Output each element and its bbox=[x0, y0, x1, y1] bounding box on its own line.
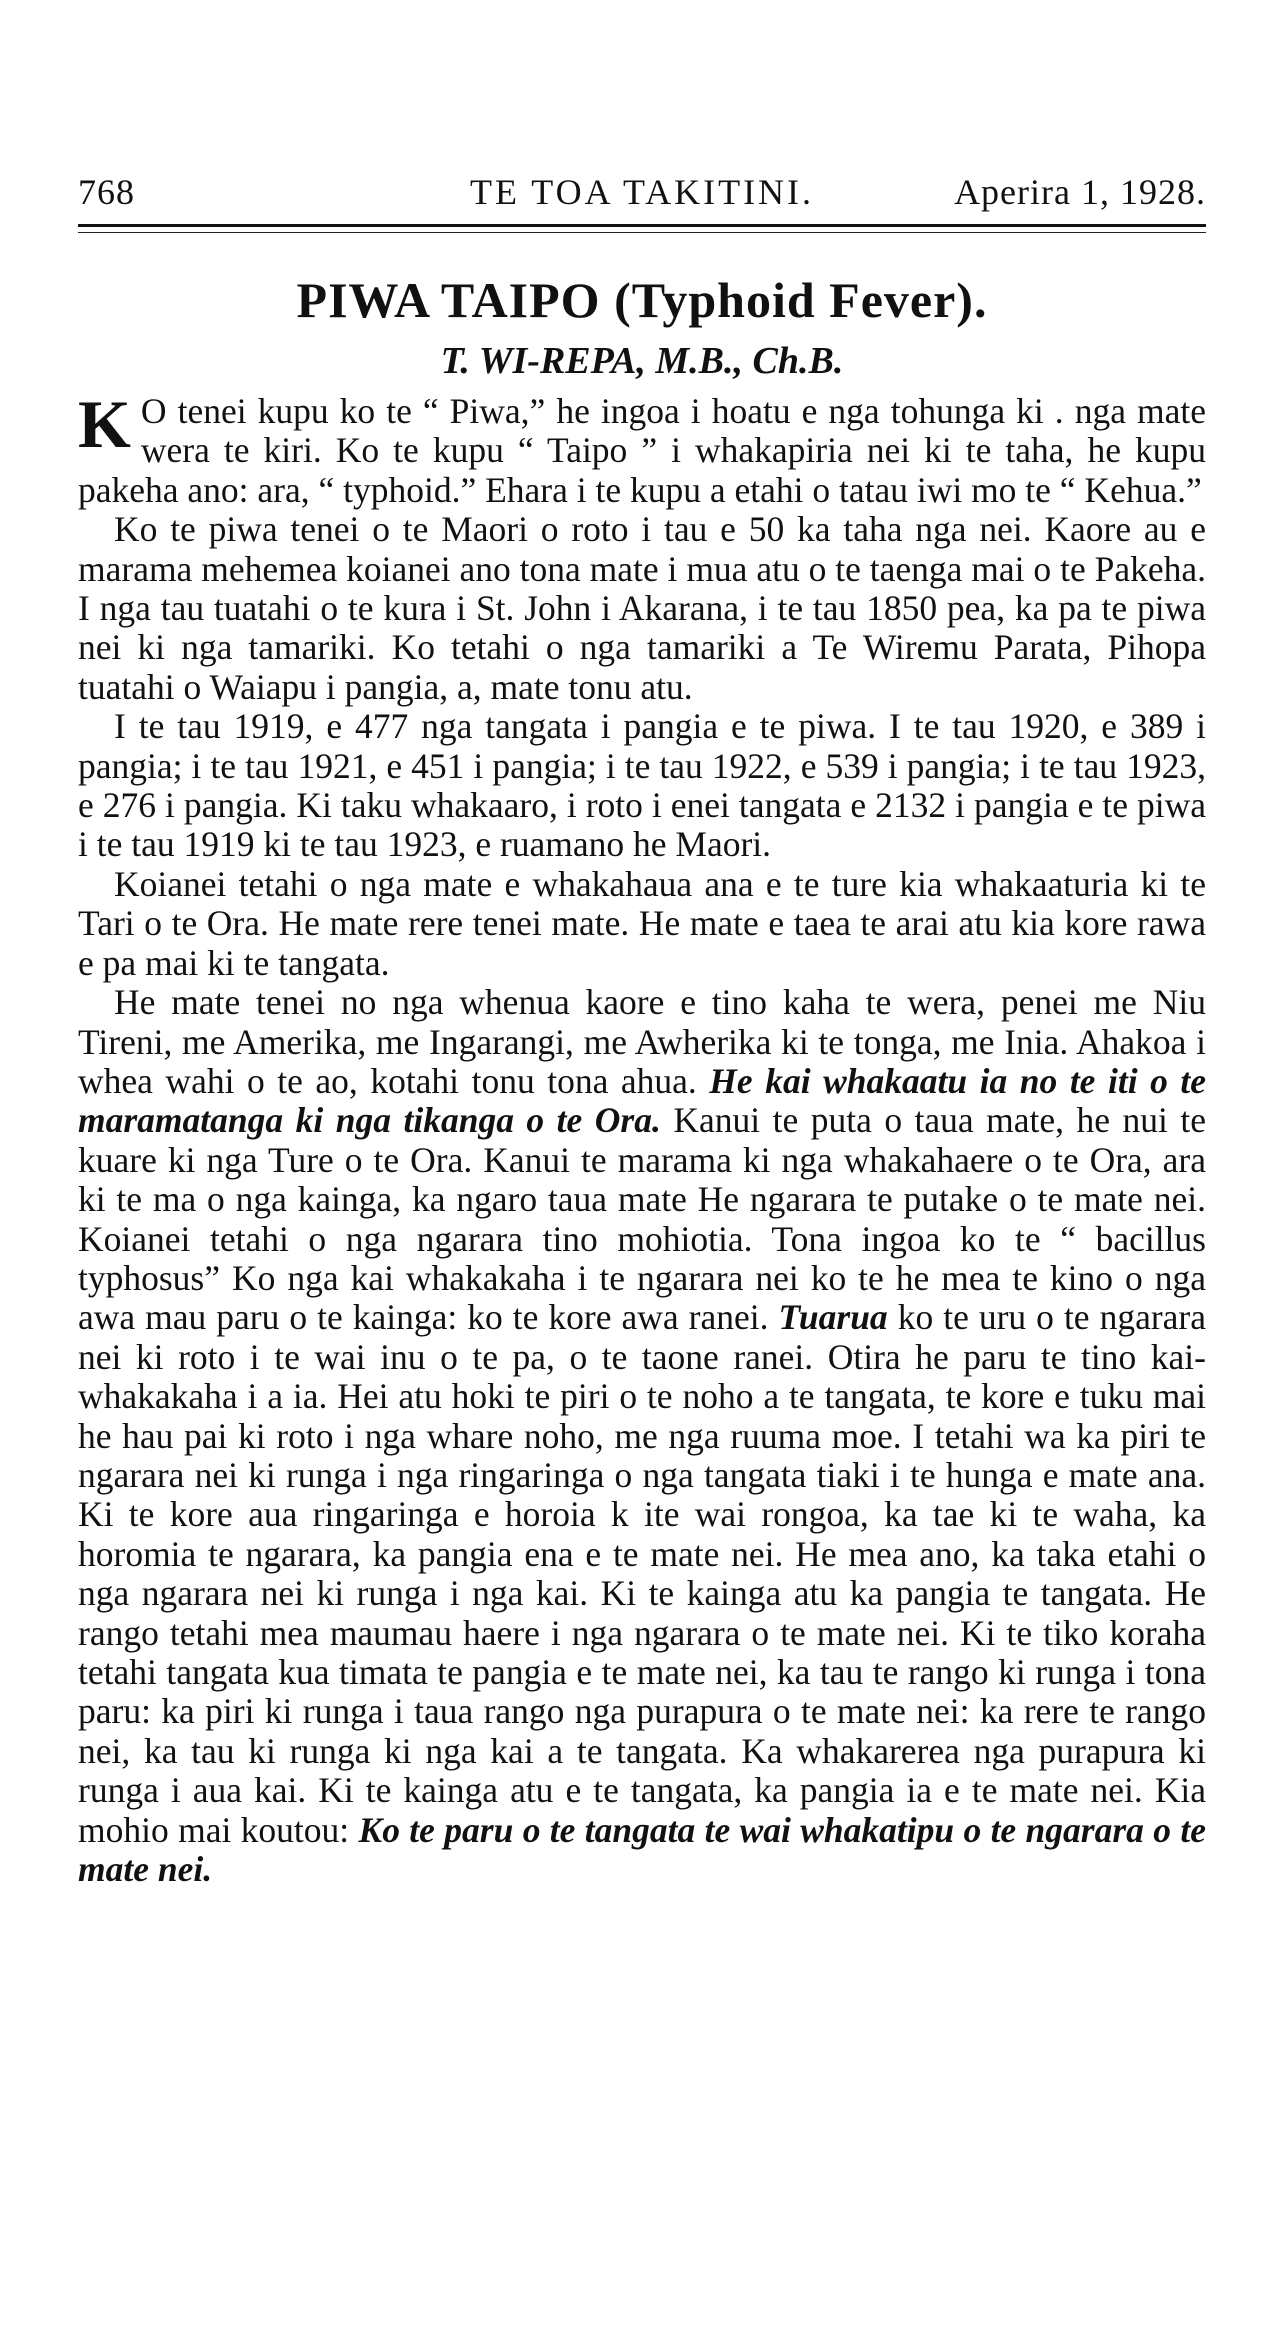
paragraph-5 bbox=[78, 983, 1206, 1889]
drop-cap: K bbox=[78, 386, 131, 462]
article-body bbox=[78, 386, 1206, 1890]
document-page bbox=[78, 0, 1206, 2345]
italic-emphasis-1: He kai whakaatu ia no te iti o te maramatanga ki nga tikanga o te Ora. bbox=[78, 1060, 1206, 1141]
paragraph-1-text: O tenei kupu ko te “ Piwa,” he ingoa i hoatu e nga tohunga ki . nga mate wera te kiri. Ko te kupu “ Taipo ” i whakapiria nei ki te taha, he kupu pakeha ano: ara, “ typhoid.” Ehara i te kupu a etahi o tatau iwi mo te “ Kehua.” bbox=[78, 391, 1206, 510]
paragraph-5-text-a: He mate tenei no nga whenua kaore e tino kaha te wera, penei me Niu Tireni, me Amerika, me Ingarangi, me Awherika ki te tonga, me Inia. Ahakoa i whea wahi o te ao, kotahi tonu tona ahua. bbox=[78, 982, 1206, 1101]
paragraph-1 bbox=[78, 386, 1206, 510]
article-title: PIWA TAIPO (Typhoid Fever). bbox=[296, 272, 988, 328]
italic-emphasis-3: Ko te paru o te tangata te wai whakatipu o te ngarara o te mate nei. bbox=[78, 1809, 1206, 1890]
italic-emphasis-2: Tuarua bbox=[778, 1297, 888, 1338]
issue-date: Aperira 1, 1928. bbox=[954, 172, 1206, 212]
page-number: 768 bbox=[78, 172, 135, 212]
paragraph-2: Ko te piwa tenei o te Maori o roto i tau e 50 ka taha nga nei. Kaore au e marama mehemea koianei ano tona mate i mua atu o te taenga mai o te Pakeha. I nga tau tuatahi o te kura i St. John i Akarana, i te tau 1850 pea, ka pa te piwa nei ki nga tamariki. Ko tetahi o nga tamariki a Te Wiremu Parata, Pihopa tuatahi o Waiapu i pangia, a, mate tonu atu. bbox=[78, 509, 1206, 707]
header-rule-thick bbox=[78, 224, 1206, 227]
running-header bbox=[78, 170, 1206, 214]
paragraph-5-text-c: ko te uru o te ngarara nei ki roto i te wai inu o te pa, o te taone ranei. Otira he paru te tino kai-whakakaha i a ia. Hei atu hoki te piri o te noho a te tangata, te kore e tuku mai he hau pai ki roto i nga whare noho, me nga ruuma moe. I tetahi wa ka piri te ngarara nei ki runga i nga ringaringa o nga tangata tiaki i te hunga e mate ana. Ki te kore aua ringaringa e horoia k ite wai rongoa, ka tae ki te waha, ka horomia te ngarara, ka pangia ena e te mate nei. He mea ano, ka taka etahi o nga ngarara nei ki runga i nga kai. Ki te kainga atu ka pangia te tangata. He rango tetahi mea maumau haere i nga ngarara o te mate nei. Ki te tiko koraha tetahi tangata kua timata te pangia e te mate nei, ka tau te rango ki runga i tona paru: ka piri ki runga i taua rango nga purapura o te mate nei: ka rere te rango nei, ka tau ki runga ki nga kai a te tangata. Ka whakarerea nga purapura ki runga i aua kai. Ki te kainga atu e te tangata, ka pangia ia e te mate nei. Kia mohio mai koutou: bbox=[78, 1297, 1206, 1850]
header-rule-thin bbox=[78, 232, 1206, 233]
journal-title: TE TOA TAKITINI. bbox=[469, 172, 815, 212]
paragraph-4: Koianei tetahi o nga mate e whakahaua ana e te ture kia whakaaturia ki te Tari o te Ora. He mate rere tenei mate. He mate e taea te arai atu kia kore rawa e pa mai ki te tangata. bbox=[78, 863, 1206, 983]
paragraph-3: I te tau 1919, e 477 nga tangata i pangia e te piwa. I te tau 1920, e 389 i pangia; i te tau 1921, e 451 i pangia; i te tau 1922, e 539 i pangia; i te tau 1923, e 276 i pangia. Ki taku whakaaro, i roto i enei tangata e 2132 i pangia e te piwa i te tau 1919 ki te tau 1923, e ruamano he Maori. bbox=[78, 706, 1206, 865]
article-author: T. WI-REPA, M.B., Ch.B. bbox=[440, 340, 844, 382]
paragraph-5-text-b: Kanui te puta o taua mate, he nui te kuare ki nga Ture o te Ora. Kanui te marama ki nga whakahaere o te Ora, ara ki te ma o nga kainga, ka ngaro taua mate He ngarara te putake o te mate nei. Koianei tetahi o nga ngarara tino mohiotia. Tona ingoa ko te “ bacillus typhosus” Ko nga kai whakakaha i te ngarara nei ko te he mea te kino o nga awa mau paru o te kainga: ko te kore awa ranei. bbox=[78, 1100, 1206, 1338]
